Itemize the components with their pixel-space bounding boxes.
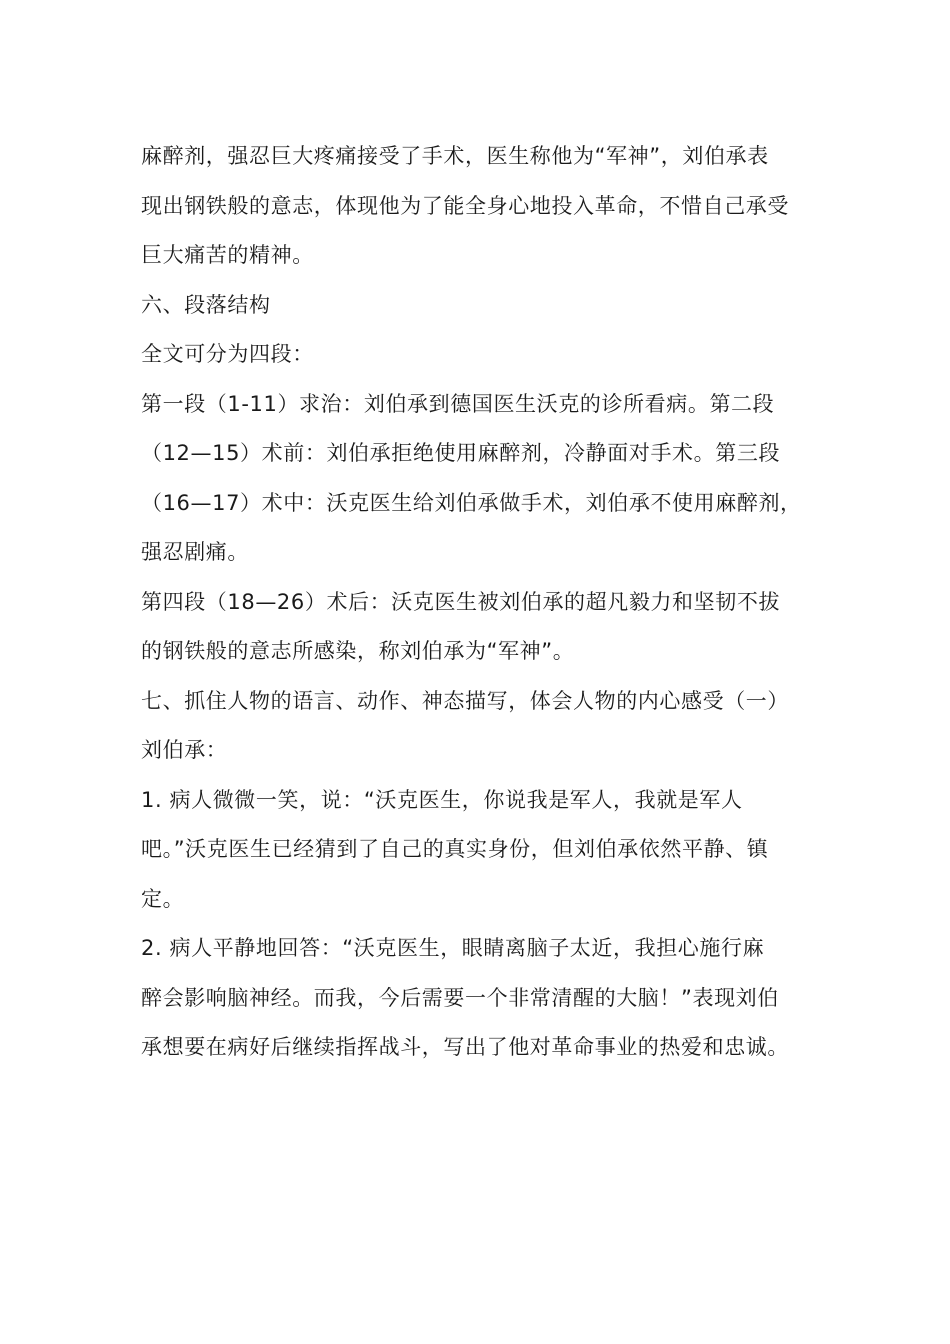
- section-heading: 七、抓住人物的语言、动作、神态描写，体会人物的内心感受（一）: [141, 688, 789, 713]
- text-line: （16—17）术中：沃克医生给刘伯承做手术，刘伯承不使用麻醉剂，: [141, 490, 802, 515]
- text-line: 麻醉剂，强忍巨大疼痛接受了手术，医生称他为“军神”，刘伯承表: [141, 144, 769, 168]
- text-line: 巨大痛苦的精神。: [141, 243, 314, 267]
- text-line: 的钢铁般的意志所感染，称刘伯承为“军神”。: [141, 639, 575, 663]
- text-line: 全文可分为四段：: [141, 342, 314, 366]
- text-line: 承想要在病好后继续指挥战斗，写出了他对革命事业的热爱和忠诚。: [141, 1035, 789, 1059]
- text-line: 吧。”沃克医生已经猜到了自己的真实身份，但刘伯承依然平静、镇: [141, 837, 769, 861]
- text-line: 强忍剧痛。: [141, 540, 249, 564]
- text-line: 第四段（18—26）术后：沃克医生被刘伯承的超凡毅力和坚韧不拔: [141, 589, 781, 614]
- text-line: 现出钢铁般的意志，体现他为了能全身心地投入革命，不惜自己承受: [141, 193, 789, 218]
- text-line: 定。: [141, 886, 185, 911]
- text-line: 第一段（1-11）求治：刘伯承到德国医生沃克的诊所看病。第二段: [141, 391, 775, 416]
- list-item: 2. 病人平静地回答：“沃克医生，眼睛离脑子太近，我担心施行麻: [141, 936, 765, 960]
- text-line: 醉会影响脑神经。而我，今后需要一个非常清醒的大脑！”表现刘伯: [141, 985, 779, 1010]
- document-body: [141, 132, 813, 1073]
- section-heading: 六、段落结构: [141, 292, 271, 317]
- text-line: （12—15）术前：刘伯承拒绝使用麻醉剂，冷静面对手术。第三段: [141, 441, 781, 465]
- text-line: 刘伯承：: [141, 738, 228, 762]
- list-item: 1. 病人微微一笑，说：“沃克医生，你说我是军人，我就是军人: [141, 787, 743, 812]
